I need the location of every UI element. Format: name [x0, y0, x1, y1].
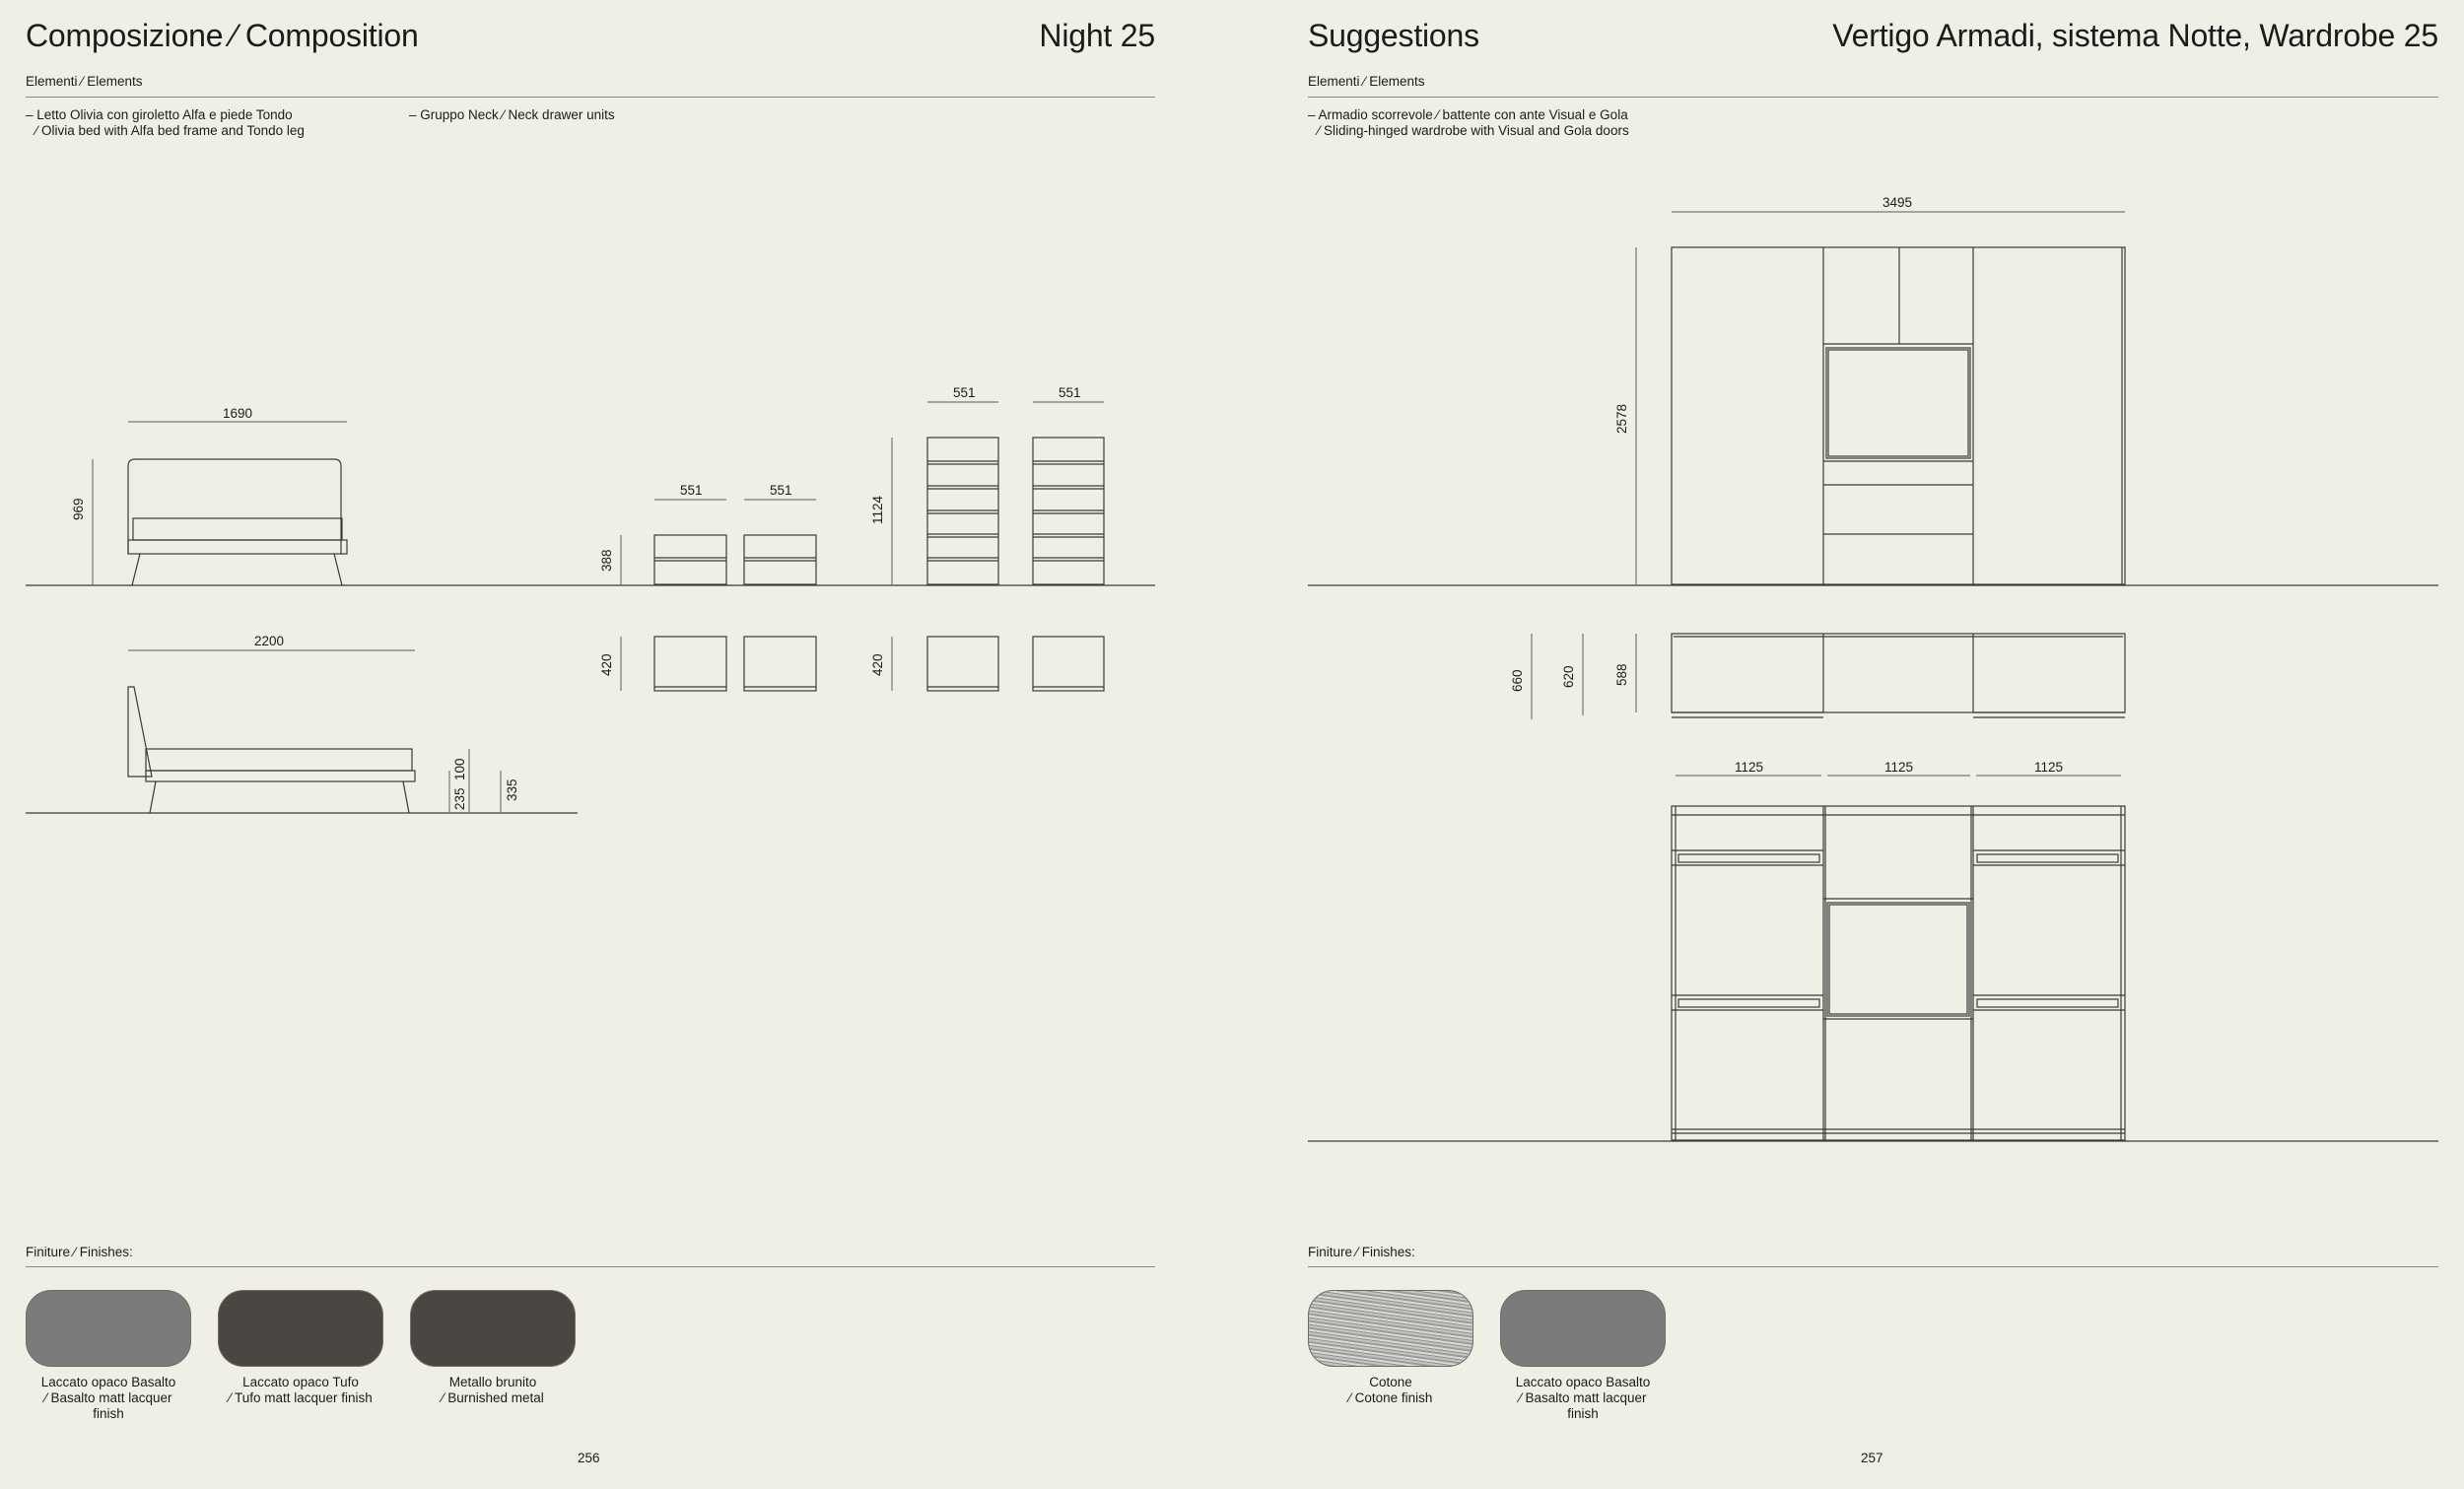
element-description: – Gruppo Neck ⁄ Neck drawer units	[409, 107, 615, 122]
finish-label: Laccato opaco Basalto ⁄ Basalto matt lacquer finish	[40, 1375, 176, 1421]
page-number: 256	[578, 1451, 600, 1465]
finish-swatch-cotone	[1308, 1290, 1473, 1367]
dimension-label: 2578	[1614, 403, 1629, 434]
dimension-label: 100	[452, 758, 467, 780]
page-subtitle: Vertigo Armadi, sistema Notte, Wardrobe 25	[1832, 18, 2438, 53]
dimension-label: 969	[71, 498, 86, 520]
dimension-label: 2200	[254, 634, 285, 648]
wardrobe-plan	[1672, 634, 2125, 717]
dimension-label: 660	[1510, 669, 1525, 692]
dimension-label: 420	[870, 653, 885, 676]
elements-heading: Elementi ⁄ Elements	[1308, 74, 1425, 89]
page-title: Suggestions	[1308, 18, 1479, 53]
dimension-label: 551	[953, 385, 976, 400]
dimension-label: 420	[599, 653, 614, 676]
dimension-label: 235	[452, 787, 467, 810]
dimension-label: 551	[680, 483, 703, 498]
finish-label: Laccato opaco Tufo ⁄ Tufo matt lacquer finish	[229, 1375, 373, 1405]
page-title: Composizione ⁄ Composition	[26, 18, 419, 53]
finish-swatch-basalto	[1500, 1290, 1666, 1367]
element-description-en: ⁄ Sliding-hinged wardrobe with Visual and Gola doors	[1318, 123, 1629, 138]
finishes-heading: Finiture ⁄ Finishes:	[1308, 1245, 1415, 1259]
dimension-label: 1124	[870, 495, 885, 524]
dimension-label: 1125	[2034, 760, 2064, 775]
dimension-label: 551	[1059, 385, 1081, 400]
dimension-label: 620	[1561, 665, 1576, 688]
divider	[1308, 1266, 2438, 1267]
element-description: – Armadio scorrevole ⁄ battente con ante Visual e Gola	[1308, 107, 1628, 122]
dimension-label: 1125	[1884, 760, 1914, 775]
dimension-label: 1690	[223, 406, 253, 421]
dimension-label: 3495	[1882, 195, 1913, 210]
element-description: – Letto Olivia con giroletto Alfa e piede Tondo	[26, 107, 293, 122]
elements-heading: Elementi ⁄ Elements	[26, 74, 143, 89]
dimension-label: 551	[770, 483, 792, 498]
element-description-en: ⁄ Olivia bed with Alfa bed frame and Tondo leg	[35, 123, 305, 138]
finishes-heading: Finiture ⁄ Finishes:	[26, 1245, 133, 1259]
finish-label: Metallo brunito ⁄ Burnished metal	[442, 1375, 544, 1405]
dimension-label: 335	[505, 778, 519, 801]
wardrobe-interior	[1672, 806, 2125, 1140]
dimension-label: 388	[599, 549, 614, 572]
page-subtitle: Night 25	[1039, 18, 1155, 53]
dimension-label: 588	[1614, 663, 1629, 686]
dimension-label: 1125	[1735, 760, 1764, 775]
page-number: 257	[1861, 1451, 1883, 1465]
finish-label: Cotone ⁄ Cotone finish	[1348, 1375, 1433, 1405]
wardrobe-front	[1672, 247, 2125, 584]
finish-label: Laccato opaco Basalto ⁄ Basalto matt lacquer finish	[1515, 1375, 1651, 1421]
